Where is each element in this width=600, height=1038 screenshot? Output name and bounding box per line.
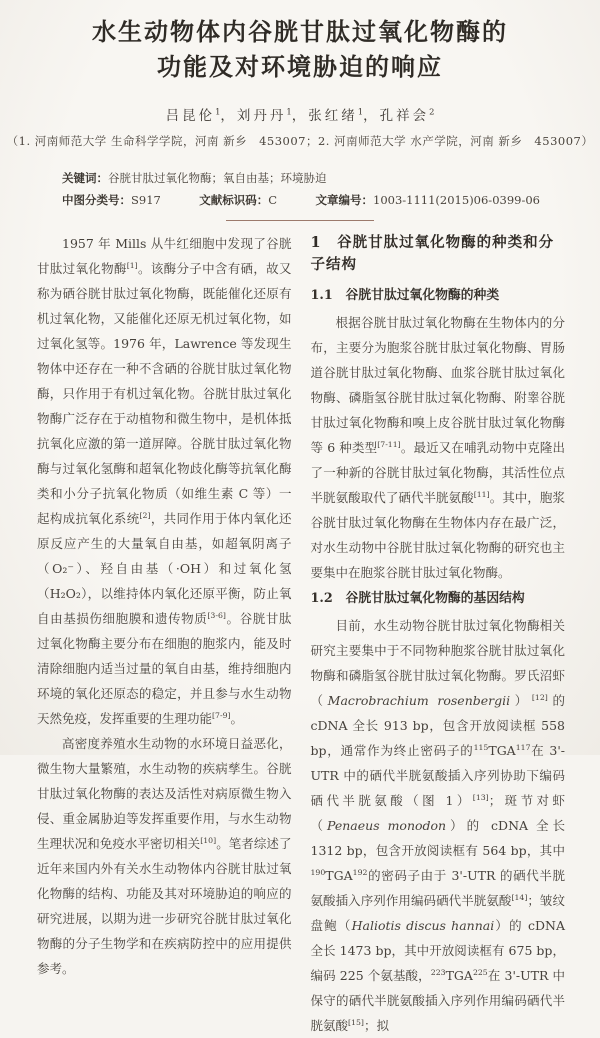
- section-1-1-paragraph: 根据谷胱甘肽过氧化物酶在生物体内的分布，主要分为胞浆谷胱甘肽过氧化物酶、胃肠道谷胱甘肽过氧化物酶、血浆谷胱甘肽过氧化物酶、磷脂氢谷胱甘肽过氧化物酶、附睾谷胱甘肽过氧化物酶和嗅上皮谷胱甘肽过氧化物酶等 6 种类型[7-11]。最近又在哺乳动物中克隆出了一种新的谷胱甘肽过氧化物酶，其活性位点半胱氨酸取代了硒代半胱氨酸[11]。其中，胞浆谷胱甘肽过氧化物酶在生物体内存在最广泛，对水生动物中谷胱甘肽过氧化物酶的研究也主要集中在胞浆谷胱甘肽过氧化物酶。: [310, 315, 565, 580]
- affiliation-line: （1. 河南师范大学 生命科学学院，河南 新乡 453007；2. 河南师范大学 水产学院，河南 新乡 453007）: [6, 134, 594, 148]
- article-id-pair: [316, 189, 540, 211]
- clc-pair: [62, 189, 161, 211]
- doc-code-value: C: [268, 193, 278, 207]
- doc-code-pair: [199, 189, 277, 211]
- intro-paragraph-1: 1957 年 Mills 从牛红细胞中发现了谷胱甘肽过氧化物酶[1]。该酶分子中含有硒，故又称为硒谷胱甘肽过氧化物酶，既能催化还原有机过氧化物，又能催化还原无机过氧化物，如过氧化氢等。1976 年，Lawrence 等发现生物体中还存在一种不含硒的谷胱甘肽过氧化物酶，只作用于有机过氧化物。谷胱甘肽过氧化物酶广泛存在于动植物和微生物中，是机体抵抗氧化应激的第一道屏障。谷胱甘肽过氧化物酶与过氧化氢酶和超氧化物歧化酶等抗氧化酶类和小分子抗氧化物质（如维生素 C 等）一起构成抗氧化系统[2]，共同作用于体内氧化还原反应产生的大量氧自由基，如超氧阴离子（O₂⁻）、羟自由基（·OH）和过氧化氢（H₂O₂），以维持体内氧化还原平衡，防止氧自由基损伤细胞膜和遗传物质[3-6]。谷胱甘肽过氧化物酶主要分布在细胞的胞浆内，能及时清除细胞内适当过量的氧自由基，维持细胞内环境的氧化还原态的稳定，并且参与水生动物天然免疫，发挥重要的生理功能[7-9]。: [37, 236, 292, 726]
- subsection-heading-1-1: 1.1 谷胱甘肽过氧化物酶的种类: [310, 288, 500, 303]
- article-body: [0, 221, 600, 1038]
- right-column: [311, 231, 566, 1038]
- authors-line: 吕昆伦$^1$，刘丹丹$^1$，张红绪$^1$，孔祥会$^2$: [165, 106, 435, 124]
- section-1-2-paragraph: 目前，水生动物谷胱甘肽过氧化物酶相关研究主要集中于不同物种胞浆谷胱甘肽过氧化物酶和磷脂氢谷胱甘肽过氧化物酶。罗氏沼虾（Macrobrachium rosenbergii）[12]的 cDNA 全长 913 bp，包含开放阅读框 558 bp，通常作为终止密码子的$^{115}$TGA$^{117}$在 3'-UTR 中的硒代半胱氨酸插入序列协助下编码硒代半胱氨酸（图 1）[13]；斑节对虾（Penaeus monodon）的 cDNA 全长 1312 bp，包含开放阅读框有 564 bp，其中$^{190}$TGA$^{192}$的密码子由于 3'-UTR 的硒代半胱氨酸插入序列作用编码硒代半胱氨酸[14]；皱纹盘鲍（Haliotis discus hannai）的 cDNA 全长 1473 bp，其中开放阅读框有 675 bp，编码 225 个氨基酸，$^{223}$TGA$^{225}$在 3'-UTR 中保守的硒代半胱氨酸插入序列作用编码硒代半胱氨酸[15]；拟: [310, 618, 566, 1033]
- article-id-label: 文章编号：: [315, 193, 374, 207]
- article-title-line1: 水生动物体内谷胱甘肽过氧化物酶的: [92, 17, 508, 46]
- left-column: [37, 231, 292, 1038]
- article-title-line2: 功能及对环境胁迫的响应: [157, 52, 443, 81]
- keywords-label: 关键词：: [62, 171, 108, 185]
- classification-row: [62, 189, 540, 211]
- keywords-value: 谷胱甘肽过氧化物酶；氧自由基；环境胁迫: [108, 171, 327, 185]
- keywords-row: [62, 167, 540, 189]
- intro-paragraph-2: 高密度养殖水生动物的水环境日益恶化，微生物大量繁殖，水生动物的疾病孳生。谷胱甘肽过氧化物酶的表达及活性对病原微生物入侵、重金属胁迫等发挥重要作用，与水生动物生理状况和免疫水平密切相关[10]。笔者综述了近年来国内外有关水生动物体内谷胱甘肽过氧化物酶的结构、功能及其对环境胁迫的响应的研究进展，以期为进一步研究谷胱甘肽过氧化物酶的分子生物学和在疾病防控中的应用提供参考。: [37, 736, 292, 976]
- section-heading-1: 1 谷胱甘肽过氧化物酶的种类和分子结构: [310, 234, 555, 273]
- article-id-value: 1003-1111(2015)06-0399-06: [373, 193, 540, 207]
- subsection-heading-1-2: 1.2 谷胱甘肽过氧化物酶的基因结构: [310, 591, 525, 606]
- doc-code-label: 文献标识码：: [199, 193, 269, 207]
- article-title: [0, 14, 600, 84]
- meta-block: [62, 167, 540, 211]
- article-header: [0, 0, 600, 221]
- clc-value: S917: [131, 193, 161, 207]
- clc-label: 中图分类号：: [62, 193, 131, 207]
